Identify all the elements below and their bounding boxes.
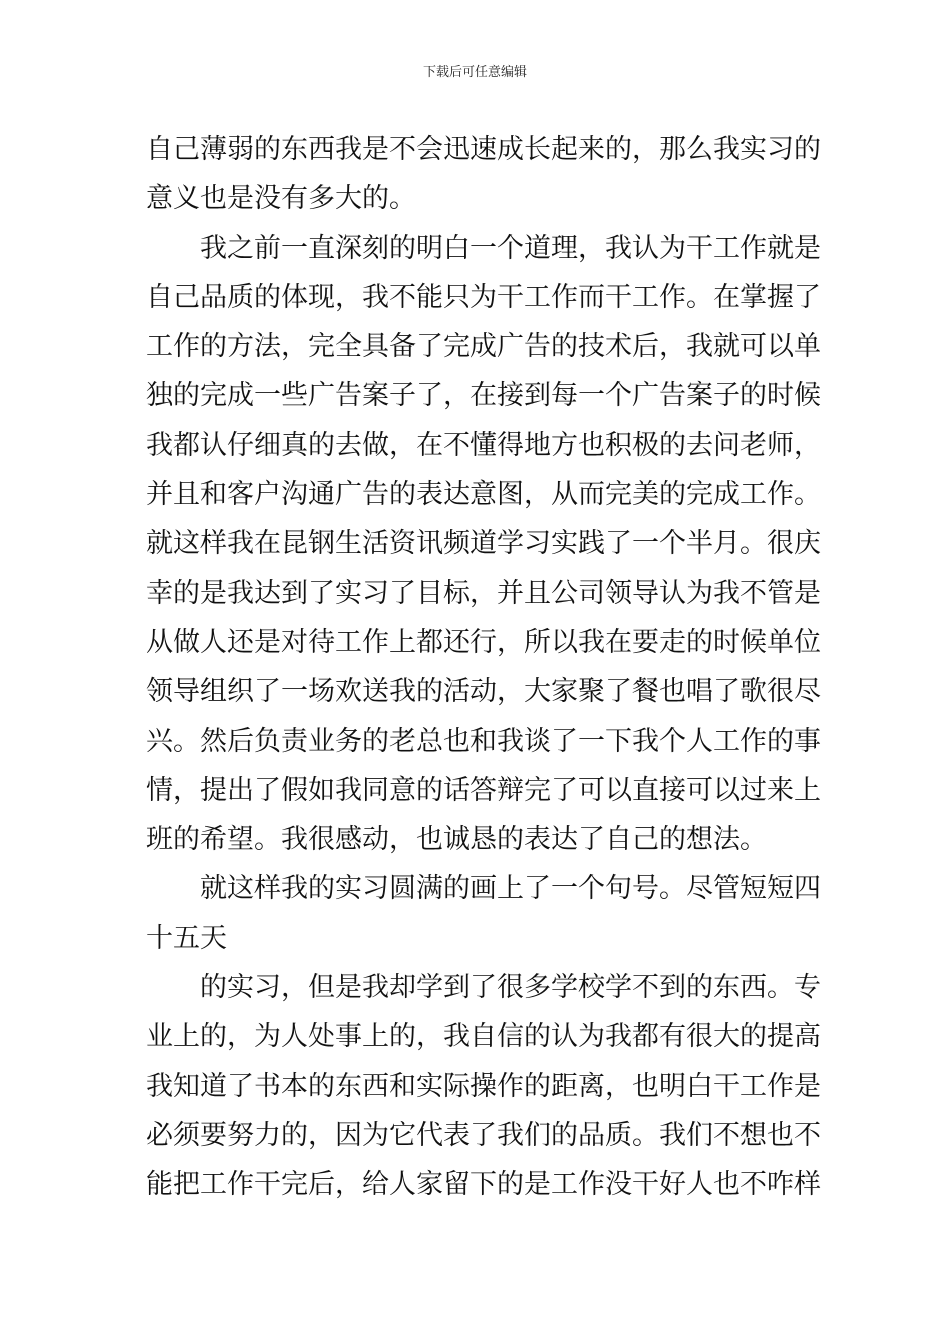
text-line: 十五天 xyxy=(146,922,227,954)
text-line: 就这样我的实习圆满的画上了一个句号。尽管短短四 xyxy=(200,873,821,905)
text-line: 从做人还是对待工作上都还行，所以我在要走的时候单位 xyxy=(146,626,821,658)
text-line: 独的完成一些广告案子了，在接到每一个广告案子的时候 xyxy=(146,380,821,412)
text-line: 能把工作干完后，给人家留下的是工作没干好人也不咋样 xyxy=(146,1169,821,1201)
text-line: 就这样我在昆钢生活资讯频道学习实践了一个半月。很庆 xyxy=(146,528,821,560)
text-line: 情，提出了假如我同意的话答辩完了可以直接可以过来上 xyxy=(146,774,821,806)
text-line: 业上的，为人处事上的，我自信的认为我都有很大的提高 xyxy=(146,1021,821,1053)
text-line: 意义也是没有多大的。 xyxy=(146,183,416,215)
text-line: 自己品质的体现，我不能只为干工作而干工作。在掌握了 xyxy=(146,281,821,313)
text-line: 并且和客户沟通广告的表达意图，从而完美的完成工作。 xyxy=(146,479,821,511)
text-line: 班的希望。我很感动，也诚恳的表达了自己的想法。 xyxy=(146,824,767,856)
text-line: 我都认仔细真的去做，在不懂得地方也积极的去问老师， xyxy=(146,429,821,461)
text-line: 兴。然后负责业务的老总也和我谈了一下我个人工作的事 xyxy=(146,725,821,757)
text-line: 领导组织了一场欢送我的活动，大家聚了餐也唱了歌很尽 xyxy=(146,676,821,708)
text-line: 必须要努力的，因为它代表了我们的品质。我们不想也不 xyxy=(146,1119,821,1151)
text-line: 幸的是我达到了实习了目标，并且公司领导认为我不管是 xyxy=(146,577,821,609)
text-line: 自己薄弱的东西我是不会迅速成长起来的，那么我实习的 xyxy=(146,134,821,165)
text-line: 我知道了书本的东西和实际操作的距离，也明白干工作是 xyxy=(146,1070,821,1102)
text-line: 工作的方法，完全具备了完成广告的技术后，我就可以单 xyxy=(146,331,821,363)
document-body xyxy=(146,125,826,1210)
text-line: 的实习，但是我却学到了很多学校学不到的东西。专 xyxy=(200,972,821,1004)
text-line: 我之前一直深刻的明白一个道理，我认为干工作就是 xyxy=(200,232,821,264)
page-header: 下载后可任意编辑 xyxy=(422,65,527,80)
